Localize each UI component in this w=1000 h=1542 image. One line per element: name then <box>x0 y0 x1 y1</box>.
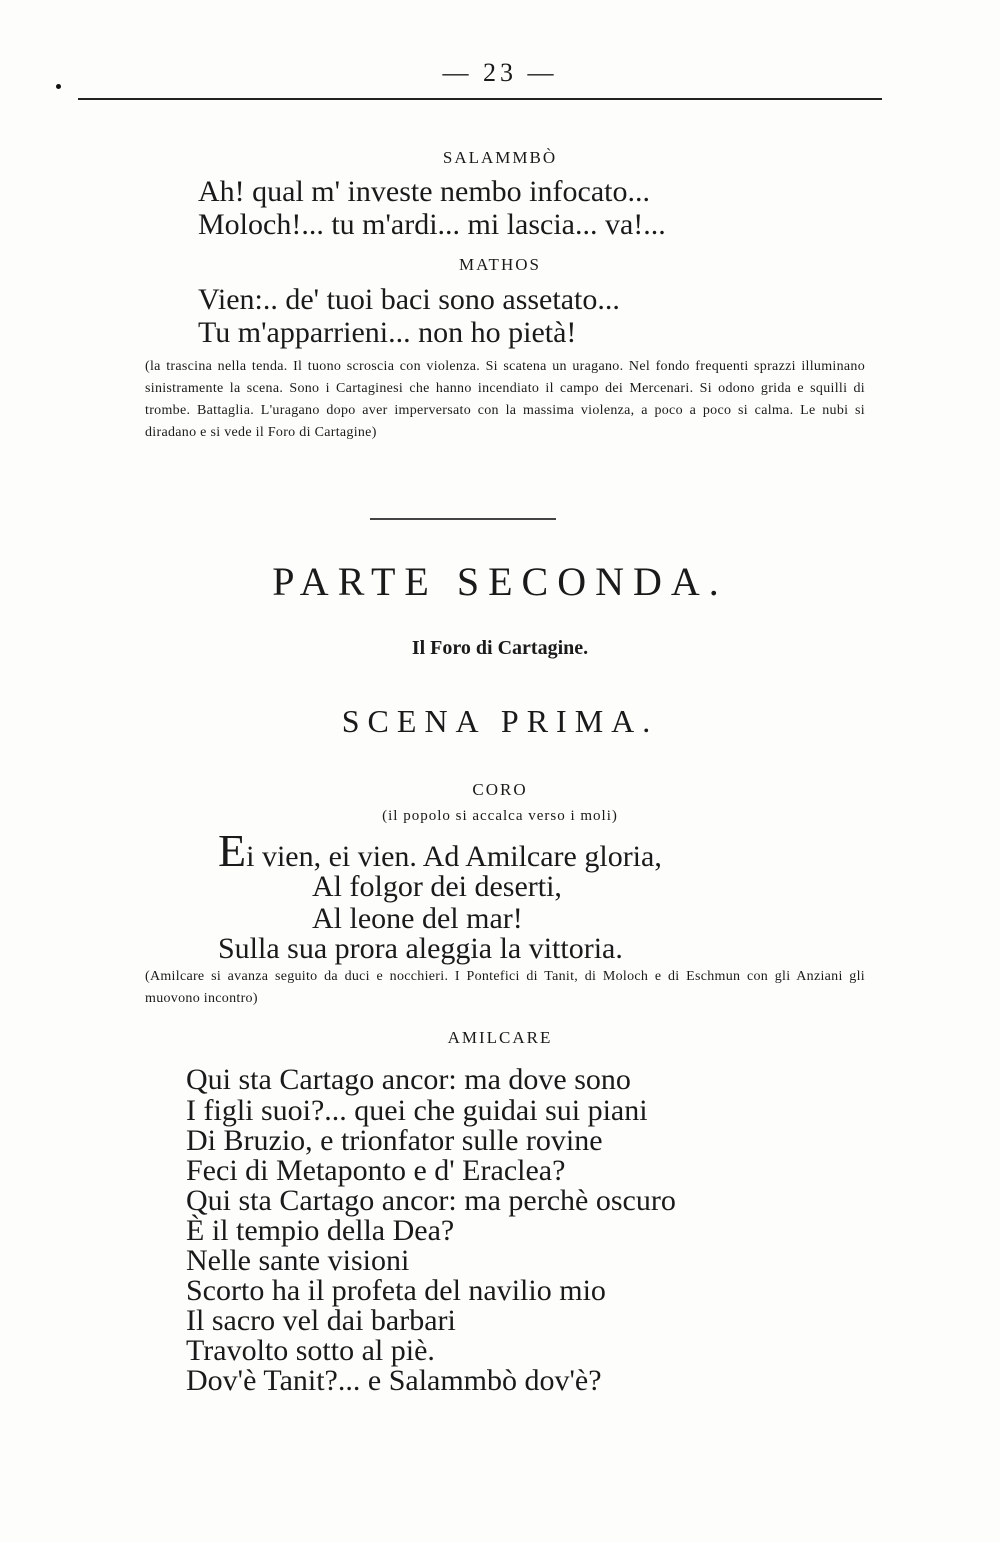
verse-line: Nelle sante visioni <box>186 1244 410 1277</box>
verse-line: Al folgor dei deserti, <box>312 870 562 903</box>
verse-line: Al leone del mar! <box>312 902 523 935</box>
verse-text: i vien, ei vien. Ad Amilcare gloria, <box>246 840 662 873</box>
verse-line: Sulla sua prora aleggia la vittoria. <box>218 932 623 965</box>
verse-line: Tu m'apparrieni... non ho pietà! <box>198 316 577 349</box>
header-rule <box>78 98 882 100</box>
scene-setting: Il Foro di Cartagine. <box>411 637 589 659</box>
part-title: PARTE SECONDA. <box>272 559 728 604</box>
verse-line: Moloch!... tu m'ardi... mi lascia... va!... <box>198 208 666 241</box>
stage-direction: (il popolo si accalca verso i moli) <box>382 808 618 824</box>
speaker-coro: CORO <box>472 780 528 799</box>
verse-line: Ah! qual m' investe nembo infocato... <box>198 175 650 208</box>
speaker-salammbo: SALAMMBÒ <box>442 148 558 167</box>
verse-line <box>218 825 662 876</box>
verse-line: Il sacro vel dai barbari <box>186 1304 456 1337</box>
speaker-mathos: MATHOS <box>459 255 541 274</box>
verse-line: Qui sta Cartago ancor: ma perchè oscuro <box>186 1184 676 1217</box>
section-separator <box>370 518 556 520</box>
verse-line: Dov'è Tanit?... e Salammbò dov'è? <box>186 1364 602 1397</box>
scene-title: SCENA PRIMA. <box>341 703 659 739</box>
verse-line: Feci di Metaponto e d' Eraclea? <box>186 1154 566 1187</box>
verse-line: Di Bruzio, e trionfator sulle rovine <box>186 1124 603 1157</box>
speaker-amilcare: AMILCARE <box>447 1028 553 1047</box>
verse-line: È il tempio della Dea? <box>186 1214 455 1247</box>
verse-line: Vien:.. de' tuoi baci sono assetato... <box>198 283 620 316</box>
stage-direction: (Amilcare si avanza seguito da duci e nocchieri. I Pontefici di Tanit, di Moloch e di Eschmun con gli Anziani gli muovono incontro) <box>145 969 865 1006</box>
page-number: — 23 — <box>442 58 558 87</box>
verse-line: I figli suoi?... quei che guidai sui piani <box>186 1094 648 1127</box>
verse-line: Qui sta Cartago ancor: ma dove sono <box>186 1063 631 1096</box>
stage-direction: (la trascina nella tenda. Il tuono scroscia con violenza. Si scatena un uragano. Nel fondo frequenti sprazzi illuminano sinistramente la scena. Sono i Cartaginesi che hanno incendiato il campo dei Mercenari. Si odono grida e squilli di trombe. Battaglia. L'uragano dopo aver imperversato con la massima violenza, a poco a poco si calma. Le nubi si diradano e si vede il Foro di Cartagine) <box>145 359 865 440</box>
drop-cap: E <box>218 825 247 876</box>
verse-line: Scorto ha il profeta del navilio mio <box>186 1274 606 1307</box>
verse-line: Travolto sotto al piè. <box>186 1334 435 1367</box>
